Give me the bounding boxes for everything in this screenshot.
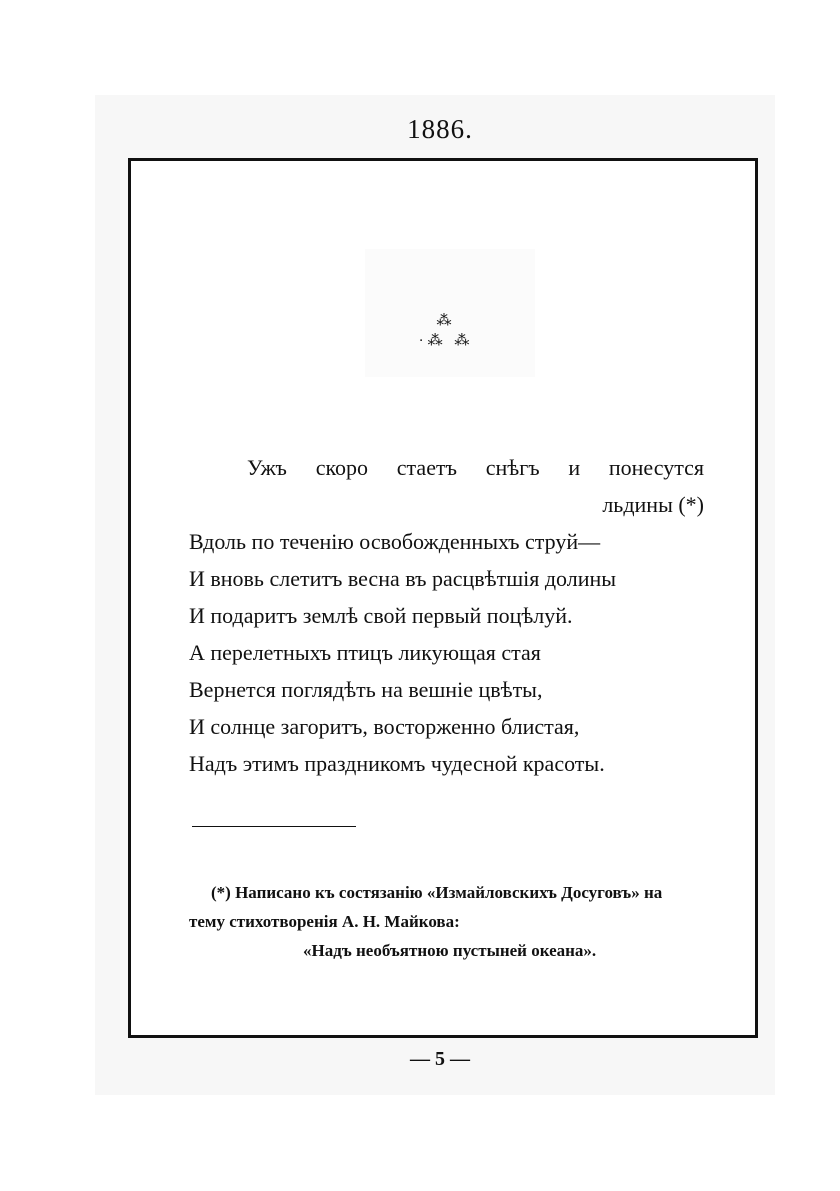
footnote-line-3: «Надъ необъятною пустыней океана». xyxy=(303,941,597,960)
poem-line-6: Вернется поглядѣть на вешніе цвѣты, xyxy=(189,677,543,702)
poem-line-1-continuation: льдины (*) xyxy=(602,492,704,517)
poem xyxy=(189,449,704,782)
page-number: — 5 — xyxy=(410,1048,470,1070)
poem-line-1: Ужъ скоро стаетъ снѣгъ и понесутся xyxy=(247,455,704,480)
footnote-line-1: (*) Написано къ состязанію «Измайловскихъ Досуговъ» на xyxy=(211,883,663,902)
footnote xyxy=(189,878,709,965)
asterism-ornament xyxy=(411,311,481,351)
asterism-bottom: ·⁂ ⁂ xyxy=(418,333,474,349)
poem-line-7: И солнце загоритъ, восторженно блистая, xyxy=(189,714,580,739)
asterism-top: ⁂ xyxy=(436,313,456,329)
poem-line-4: И подаритъ землѣ свой первый поцѣлуй. xyxy=(189,603,573,628)
poem-line-3: И вновь слетитъ весна въ расцвѣтшія долины xyxy=(189,566,617,591)
poem-line-8: Надъ этимъ праздникомъ чудесной красоты. xyxy=(189,751,605,776)
footnote-divider xyxy=(192,826,356,827)
poem-line-2: Вдоль по теченію освобожденныхъ струй— xyxy=(189,529,601,554)
footnote-line-2: тему стихотворенія А. Н. Майкова: xyxy=(189,912,460,931)
poem-line-5: А перелетныхъ птицъ ликующая стая xyxy=(189,640,541,665)
page-header-year: 1886. xyxy=(407,114,473,144)
text-frame xyxy=(128,158,758,1038)
